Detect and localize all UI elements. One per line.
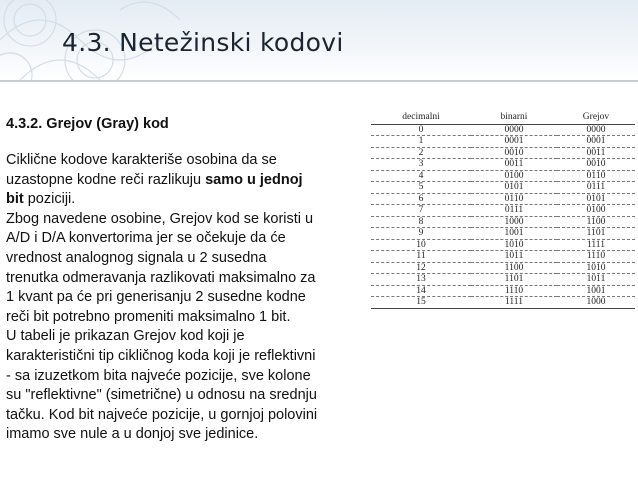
table-row: [371, 136, 635, 148]
cell-decimal: 8: [371, 216, 471, 228]
body-line: [6, 347, 368, 367]
gray-code-table-container: [371, 112, 635, 309]
section-heading: 4.3.2. Grejov (Gray) kod: [6, 116, 169, 132]
cell-gray: 0100: [557, 205, 635, 217]
slide-title: 4.3. Netežinski kodovi: [62, 28, 344, 57]
slide-header: [0, 0, 638, 80]
cell-binary: 1111: [471, 297, 557, 309]
cell-binary: 0100: [471, 170, 557, 182]
text-segment: 1 kvant pa će pri generisanju 2 susedne kodne: [6, 289, 306, 306]
cell-decimal: 13: [371, 274, 471, 286]
table-row: [371, 251, 635, 263]
cell-gray: 0110: [557, 170, 635, 182]
cell-binary: 1010: [471, 239, 557, 251]
gray-code-table: [371, 112, 635, 309]
cell-gray: 0111: [557, 182, 635, 194]
text-segment: imamo sve nule a u donjoj sve jedinice.: [6, 426, 259, 443]
cell-decimal: 9: [371, 228, 471, 240]
table-row: [371, 159, 635, 171]
cell-decimal: 10: [371, 239, 471, 251]
cell-binary: 1011: [471, 251, 557, 263]
cell-decimal: 11: [371, 251, 471, 263]
text-segment: karakteristični tip cikličnog koda koji je reflektivni: [6, 347, 316, 364]
text-segment: reči bit potrebno promeniti maksimalno 1 bit.: [6, 308, 291, 325]
cell-gray: 1111: [557, 239, 635, 251]
body-line: [6, 308, 368, 328]
body-line: [6, 425, 368, 445]
cell-decimal: 15: [371, 297, 471, 309]
body-line: [6, 190, 368, 210]
cell-binary: 0111: [471, 205, 557, 217]
cell-binary: 1100: [471, 262, 557, 274]
table-header-row: [371, 112, 635, 124]
body-line: [6, 367, 368, 387]
cell-binary: 0010: [471, 147, 557, 159]
text-segment: vrednost analognog signala u 2 susedna: [6, 249, 267, 266]
body-line: [6, 406, 368, 426]
text-segment: Zbog navedene osobine, Grejov kod se koristi u: [6, 210, 314, 227]
column-header-decimal: decimalni: [371, 112, 471, 124]
table-row: [371, 147, 635, 159]
body-line: [6, 210, 368, 230]
cell-decimal: 0: [371, 124, 471, 136]
cell-decimal: 14: [371, 285, 471, 297]
text-segment: uzastopne kodne reči razlikuju: [6, 171, 206, 188]
text-segment: su "reflektivne" (simetrične) u odnosu na srednju: [6, 387, 317, 404]
cell-binary: 0001: [471, 136, 557, 148]
cell-decimal: 3: [371, 159, 471, 171]
cell-gray: 1011: [557, 274, 635, 286]
cell-binary: 0011: [471, 159, 557, 171]
table-row: [371, 205, 635, 217]
cell-gray: 1000: [557, 297, 635, 309]
table-row: [371, 216, 635, 228]
table-row: [371, 297, 635, 309]
cell-gray: 0001: [557, 136, 635, 148]
cell-decimal: 7: [371, 205, 471, 217]
table-row: [371, 182, 635, 194]
column-header-binary: binarni: [471, 112, 557, 124]
emphasized-text: samo u jednoj: [205, 171, 303, 188]
header-divider: [0, 80, 638, 82]
text-segment: tačku. Kod bit najveće pozicije, u gornjoj polovini: [6, 406, 318, 423]
body-line: [6, 229, 368, 249]
cell-binary: 1101: [471, 274, 557, 286]
cell-decimal: 12: [371, 262, 471, 274]
cell-gray: 0011: [557, 147, 635, 159]
cell-binary: 1110: [471, 285, 557, 297]
cell-decimal: 1: [371, 136, 471, 148]
emphasized-text: bit: [6, 191, 24, 208]
cell-binary: 0000: [471, 124, 557, 136]
cell-decimal: 2: [371, 147, 471, 159]
table-row: [371, 193, 635, 205]
cell-binary: 0110: [471, 193, 557, 205]
body-paragraph: [6, 151, 368, 445]
table-row: [371, 274, 635, 286]
text-segment: poziciji.: [23, 191, 76, 208]
text-segment: U tabeli je prikazan Grejov kod koji je: [6, 328, 245, 345]
text-segment: Ciklične kodove karakteriše osobina da se: [6, 152, 277, 168]
table-row: [371, 124, 635, 136]
body-line: [6, 171, 368, 191]
cell-gray: 1100: [557, 216, 635, 228]
cell-binary: 0101: [471, 182, 557, 194]
table-row: [371, 285, 635, 297]
cell-gray: 1001: [557, 285, 635, 297]
cell-binary: 1001: [471, 228, 557, 240]
table-row: [371, 239, 635, 251]
text-segment: trenutka odmeravanja razlikovati maksimalno za: [6, 269, 316, 286]
body-line: [6, 151, 368, 171]
text-segment: A/D i D/A konvertorima jer se očekuje da će: [6, 230, 286, 247]
table-row: [371, 228, 635, 240]
cell-gray: 0010: [557, 159, 635, 171]
table-row: [371, 262, 635, 274]
column-header-gray: Grejov: [557, 112, 635, 124]
cell-decimal: 6: [371, 193, 471, 205]
cell-gray: 1101: [557, 228, 635, 240]
body-line: [6, 269, 368, 289]
cell-gray: 1110: [557, 251, 635, 263]
cell-binary: 1000: [471, 216, 557, 228]
text-segment: - sa izuzetkom bita najveće pozicije, sve kolone: [6, 367, 311, 384]
cell-gray: 1010: [557, 262, 635, 274]
cell-gray: 0101: [557, 193, 635, 205]
table-row: [371, 170, 635, 182]
cell-decimal: 4: [371, 170, 471, 182]
body-line: [6, 288, 368, 308]
cell-decimal: 5: [371, 182, 471, 194]
body-line: [6, 249, 368, 269]
body-line: [6, 327, 368, 347]
cell-gray: 0000: [557, 124, 635, 136]
body-line: [6, 386, 368, 406]
